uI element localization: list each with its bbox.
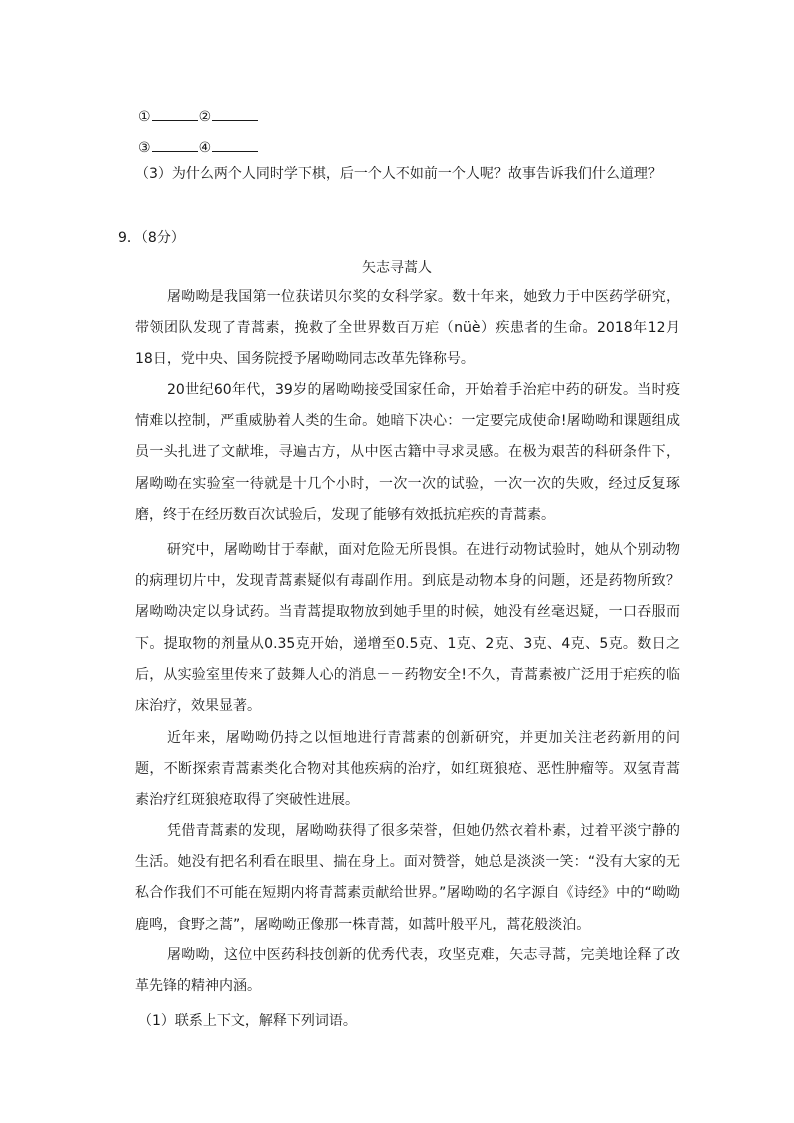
- answer-blanks-row-2: [138, 137, 259, 157]
- blank-marker-2: ②: [198, 109, 212, 125]
- question-3: （3）为什么两个人同时学下棋，后一个人不如前一个人呢？故事告诉我们什么道理？: [135, 166, 662, 182]
- article-title: 矢志寻蒿人: [362, 260, 432, 276]
- blank-marker-4: ④: [198, 140, 212, 156]
- answer-blank-3[interactable]: [152, 137, 198, 152]
- answer-blank-2[interactable]: [212, 106, 258, 121]
- article-paragraph-6: 屠呦呦，这位中医药科技创新的优秀代表，攻坚克难，矢志寻蒿，完美地诠释了改革先锋的精神内涵。: [135, 947, 680, 995]
- answer-blanks-row-1: [138, 106, 259, 126]
- article-paragraph-3: 研究中，屠呦呦甘于奉献，面对危险无所畏惧。在进行动物试验时，她从个别动物的病理切片中，发现青蒿素疑似有毒副作用。到底是动物本身的问题，还是药物所致？屠呦呦决定以身试药。当青蒿提取物放到她手里的时候，她没有丝毫迟疑，一口吞服而下。提取物的剂量从0.35克开始，递增至0.5克、1克、2克、3克、4克、5克。数日之后，从实验室里传来了鼓舞人心的消息－－药物安全!不久，青蒿素被广泛用于疟疾的临床治疗，效果显著。: [135, 542, 680, 715]
- answer-blank-1[interactable]: [152, 106, 198, 121]
- question-9-header: 9．（8分）: [118, 230, 185, 246]
- blank-marker-3: ③: [138, 140, 151, 156]
- article-paragraph-5: 凭借青蒿素的发现，屠呦呦获得了很多荣誉，但她仍然衣着朴素，过着平淡宁静的生活。她没有把名利看在眼里、揣在身上。面对赞誉，她总是淡淡一笑：“没有大家的无私合作我们不可能在短期内将青蒿素贡献给世界。”屠呦呦的名字源自《诗经》中的“呦呦鹿鸣，食野之蒿”，屠呦呦正像那一株青蒿，如蒿叶般平凡，蒿花般淡泊。: [135, 823, 680, 933]
- article-paragraph-4: 近年来，屠呦呦仍持之以恒地进行青蒿素的创新研究，并更加关注老药新用的问题，不断探索青蒿素类化合物对其他疾病的治疗，如红斑狼疮、恶性肿瘤等。双氢青蒿素治疗红斑狼疮取得了突破性进展。: [135, 730, 680, 809]
- answer-blank-4[interactable]: [212, 137, 258, 152]
- article-paragraph-1: 屠呦呦是我国第一位获诺贝尔奖的女科学家。数十年来，她致力于中医药学研究，带领团队发现了青蒿素，挽救了全世界数百万疟（nüè）疾患者的生命。2018年12月18日，党中央、国务院授予屠呦呦同志改革先锋称号。: [135, 289, 680, 368]
- article-paragraph-2: 20世纪60年代，39岁的屠呦呦接受国家任命，开始着手治疟中药的研发。当时疫情难以控制，严重威胁着人类的生命。她暗下决心：一定要完成使命!屠呦呦和课题组成员一头扎进了文献堆，寻遍古方，从中医古籍中寻求灵感。在极为艰苦的科研条件下，屠呦呦在实验室一待就是十几个小时，一次一次的试验，一次一次的失败，经过反复琢磨，终于在经历数百次试验后，发现了能够有效抵抗疟疾的青蒿素。: [135, 382, 680, 523]
- sub-question-1: （1）联系上下文，解释下列词语。: [138, 1013, 357, 1029]
- blank-marker-1: ①: [138, 109, 151, 125]
